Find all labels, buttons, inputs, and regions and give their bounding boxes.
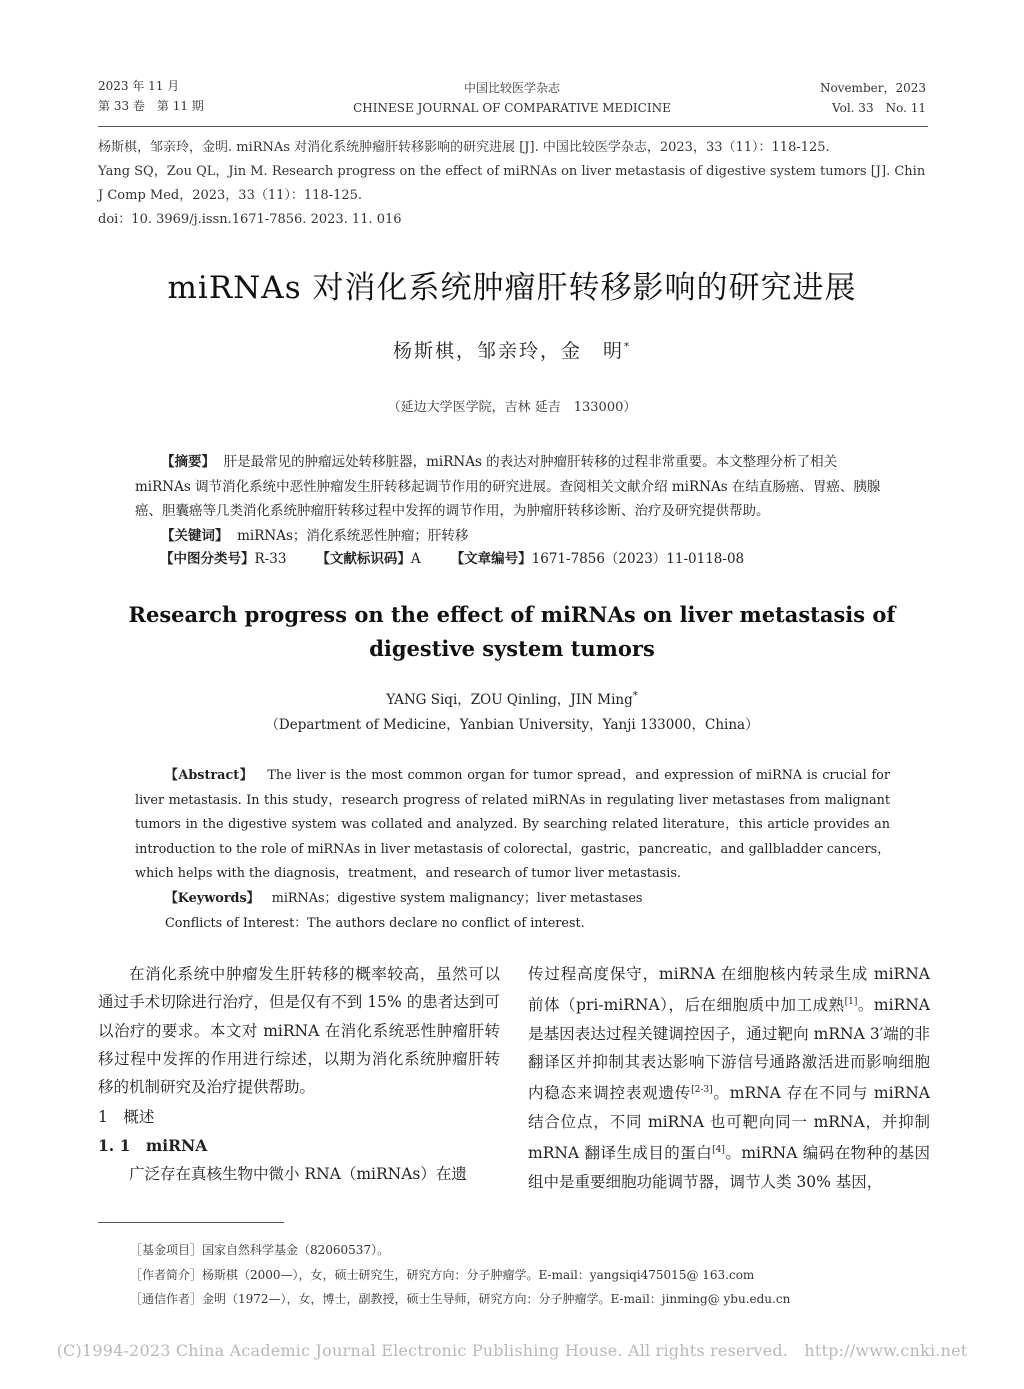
abstract-en-text: The liver is the most common organ for tumor spread，and expression of miRNA is crucial for liver metastasis. In this study，research progress of related miRNAs in regulating liver metastases from malignant tumors in the digestive system was collated and analyzed. By searching related literature，this article provides an introduction to the role of miRNAs in liver metastasis of colorectal，gastric，pancreatic，and gallbladder cancers，which helps with the diagnosis，treatment，and research of tumor liver metastasis.	[135, 768, 890, 882]
articleno-label: 【文章编号】	[450, 551, 532, 567]
abstract-cn-label: 【摘要】	[161, 454, 215, 470]
authors-cn	[0, 336, 1024, 363]
article-title-en-line1: Research progress on the effect of miRNAs on liver metastasis of	[128, 602, 896, 627]
conflicts-statement: Conflicts of Interest：The authors declare no conflict of interest.	[165, 915, 585, 931]
reference-1: [1]	[844, 997, 858, 1008]
body-text-2: 。miRNA 是基因表达过程关键调控因子，通过靶向 mRNA 3′端的非翻译区并抑制其表达影响下游信号通路激活进而影响细胞内稳态来调控表观遗传	[528, 996, 930, 1103]
doccode-label: 【文献标识码】	[316, 551, 411, 567]
citation-cn: 杨斯棋，邹亲玲，金明. miRNAs 对消化系统肿瘤肝转移影响的研究进展 [J]. 中国比较医学杂志，2023，33（11）：118-125.	[98, 140, 830, 155]
issue-date-en: November，2023	[819, 81, 926, 95]
body-column-left	[98, 960, 500, 1188]
body-paragraph-left: 广泛存在真核生物中微小 RNA（miRNAs）在遗	[129, 1165, 467, 1184]
reference-2-3: [2-3]	[691, 1085, 713, 1096]
authors-en-names: YANG Siqi，ZOU Qinling，JIN Ming	[386, 692, 633, 708]
header-rule	[98, 126, 928, 127]
clc-value: R-33	[254, 551, 287, 567]
body-text-3: 。mRNA 存在不同与 miRNA 结合位点，不同 miRNA 也可靶向同一 mRNA，并抑制 mRNA 翻译生成目的蛋白	[528, 1084, 930, 1163]
citation-block	[98, 136, 928, 232]
body-column-right	[528, 960, 930, 1196]
issue-date-volume-en	[820, 78, 926, 118]
citation-en: Yang SQ，Zou QL，Jin M. Research progress on the effect of miRNAs on liver metastasis of digestive system tumors [J]. Chin J Comp Med，2023，33（11）：118-125.	[98, 164, 926, 203]
corresponding-mark: *	[624, 341, 631, 353]
footnote-author: ［作者简介］杨斯棋（2000—），女，硕士研究生，研究方向：分子肿瘤学。E-mail：yangsiqi475015@ 163.com	[130, 1267, 755, 1282]
body-text-1: 传过程高度保守，miRNA 在细胞核内转录生成 miRNA 前体（pri-miRNA），后在细胞质中加工成熟	[528, 965, 930, 1015]
issue-date: 2023 年 11 月	[98, 79, 180, 93]
corresponding-mark-en: *	[632, 690, 638, 702]
article-title-cn: miRNAs 对消化系统肿瘤肝转移影响的研究进展	[167, 270, 857, 306]
abstract-en-label: 【Abstract】	[165, 768, 254, 783]
article-title-en	[0, 598, 1024, 666]
section-heading-1-1: 1. 1 miRNA	[98, 1135, 208, 1155]
clc-label: 【中图分类号】	[160, 551, 255, 567]
doccode-value: A	[410, 551, 421, 567]
footnote-corresponding: ［通信作者］金明（1972—），女，博士，副教授，硕士生导师，研究方向：分子肿瘤学。E-mail：jinming@ ybu.edu.cn	[130, 1292, 791, 1306]
section-heading-1: 1 概述	[98, 1108, 155, 1127]
authors-en	[0, 688, 1024, 708]
keywords-cn-label: 【关键词】	[161, 527, 229, 544]
affiliation-cn: （延边大学医学院，吉林 延吉 133000）	[387, 400, 637, 415]
intro-paragraph: 在消化系统中肿瘤发生肝转移的概率较高，虽然可以通过手术切除进行治疗，但是仅有不到 15% 的患者达到可以治疗的要求。本文对 miRNA 在消化系统恶性肿瘤肝转移过程中发挥的作用进行综述，以期为消化系统肿瘤肝转移的机制研究及治疗提供帮助。	[98, 965, 500, 1097]
affiliation-en: （Department of Medicine，Yanbian University，Yanji 133000，China）	[265, 717, 759, 733]
authors-cn-names: 杨斯棋，邹亲玲，金 明	[392, 340, 624, 362]
footnotes	[130, 1238, 930, 1312]
keywords-cn: miRNAs；消化系统恶性肿瘤；肝转移	[237, 527, 469, 544]
issue-volume-en: Vol. 33 No. 11	[832, 101, 926, 115]
keywords-en-label: 【Keywords】	[165, 890, 260, 906]
journal-name-en: CHINESE JOURNAL OF COMPARATIVE MEDICINE	[353, 101, 671, 115]
keywords-en: miRNAs；digestive system malignancy；liver metastases	[271, 890, 643, 906]
body-paragraph-right	[528, 960, 930, 1196]
doi: doi：10. 3969/j.issn.1671-7856. 2023. 11. 016	[98, 212, 402, 227]
footnote-rule	[98, 1222, 284, 1223]
abstract-cn	[135, 450, 895, 548]
footnote-fund: ［基金项目］国家自然科学基金（82060537）。	[130, 1243, 390, 1257]
body-text-4: 。miRNA 编码在物种的基因组中是重要细胞功能调节器，调节人类 30% 基因，	[528, 1144, 930, 1191]
abstract-cn-text: 肝是最常见的肿瘤远处转移脏器，miRNAs 的表达对肿瘤肝转移的过程非常重要。本文整理分析了相关 miRNAs 调节消化系统中恶性肿瘤发生肝转移起调节作用的研究进展。查阅相关文献介绍 miRNAs 在结直肠癌、胃癌、胰腺癌、胆囊癌等几类消化系统肿瘤肝转移过程中发挥的调节作用，为肿瘤肝转移诊断、治疗及研究提供帮助。	[135, 454, 881, 519]
journal-name-cn: 中国比较医学杂志	[463, 81, 560, 95]
abstract-en	[135, 764, 890, 936]
reference-4: [4]	[712, 1145, 725, 1156]
article-title-en-line2: digestive system tumors	[369, 636, 655, 661]
classification-line	[160, 547, 900, 571]
articleno-value: 1671-7856（2023）11-0118-08	[531, 551, 745, 567]
issue-volume: 第 33 卷 第 11 期	[98, 99, 204, 113]
copyright-notice: (C)1994-2023 China Academic Journal Electronic Publishing House. All rights reserved. http://www.cnki.net	[56, 1341, 968, 1360]
